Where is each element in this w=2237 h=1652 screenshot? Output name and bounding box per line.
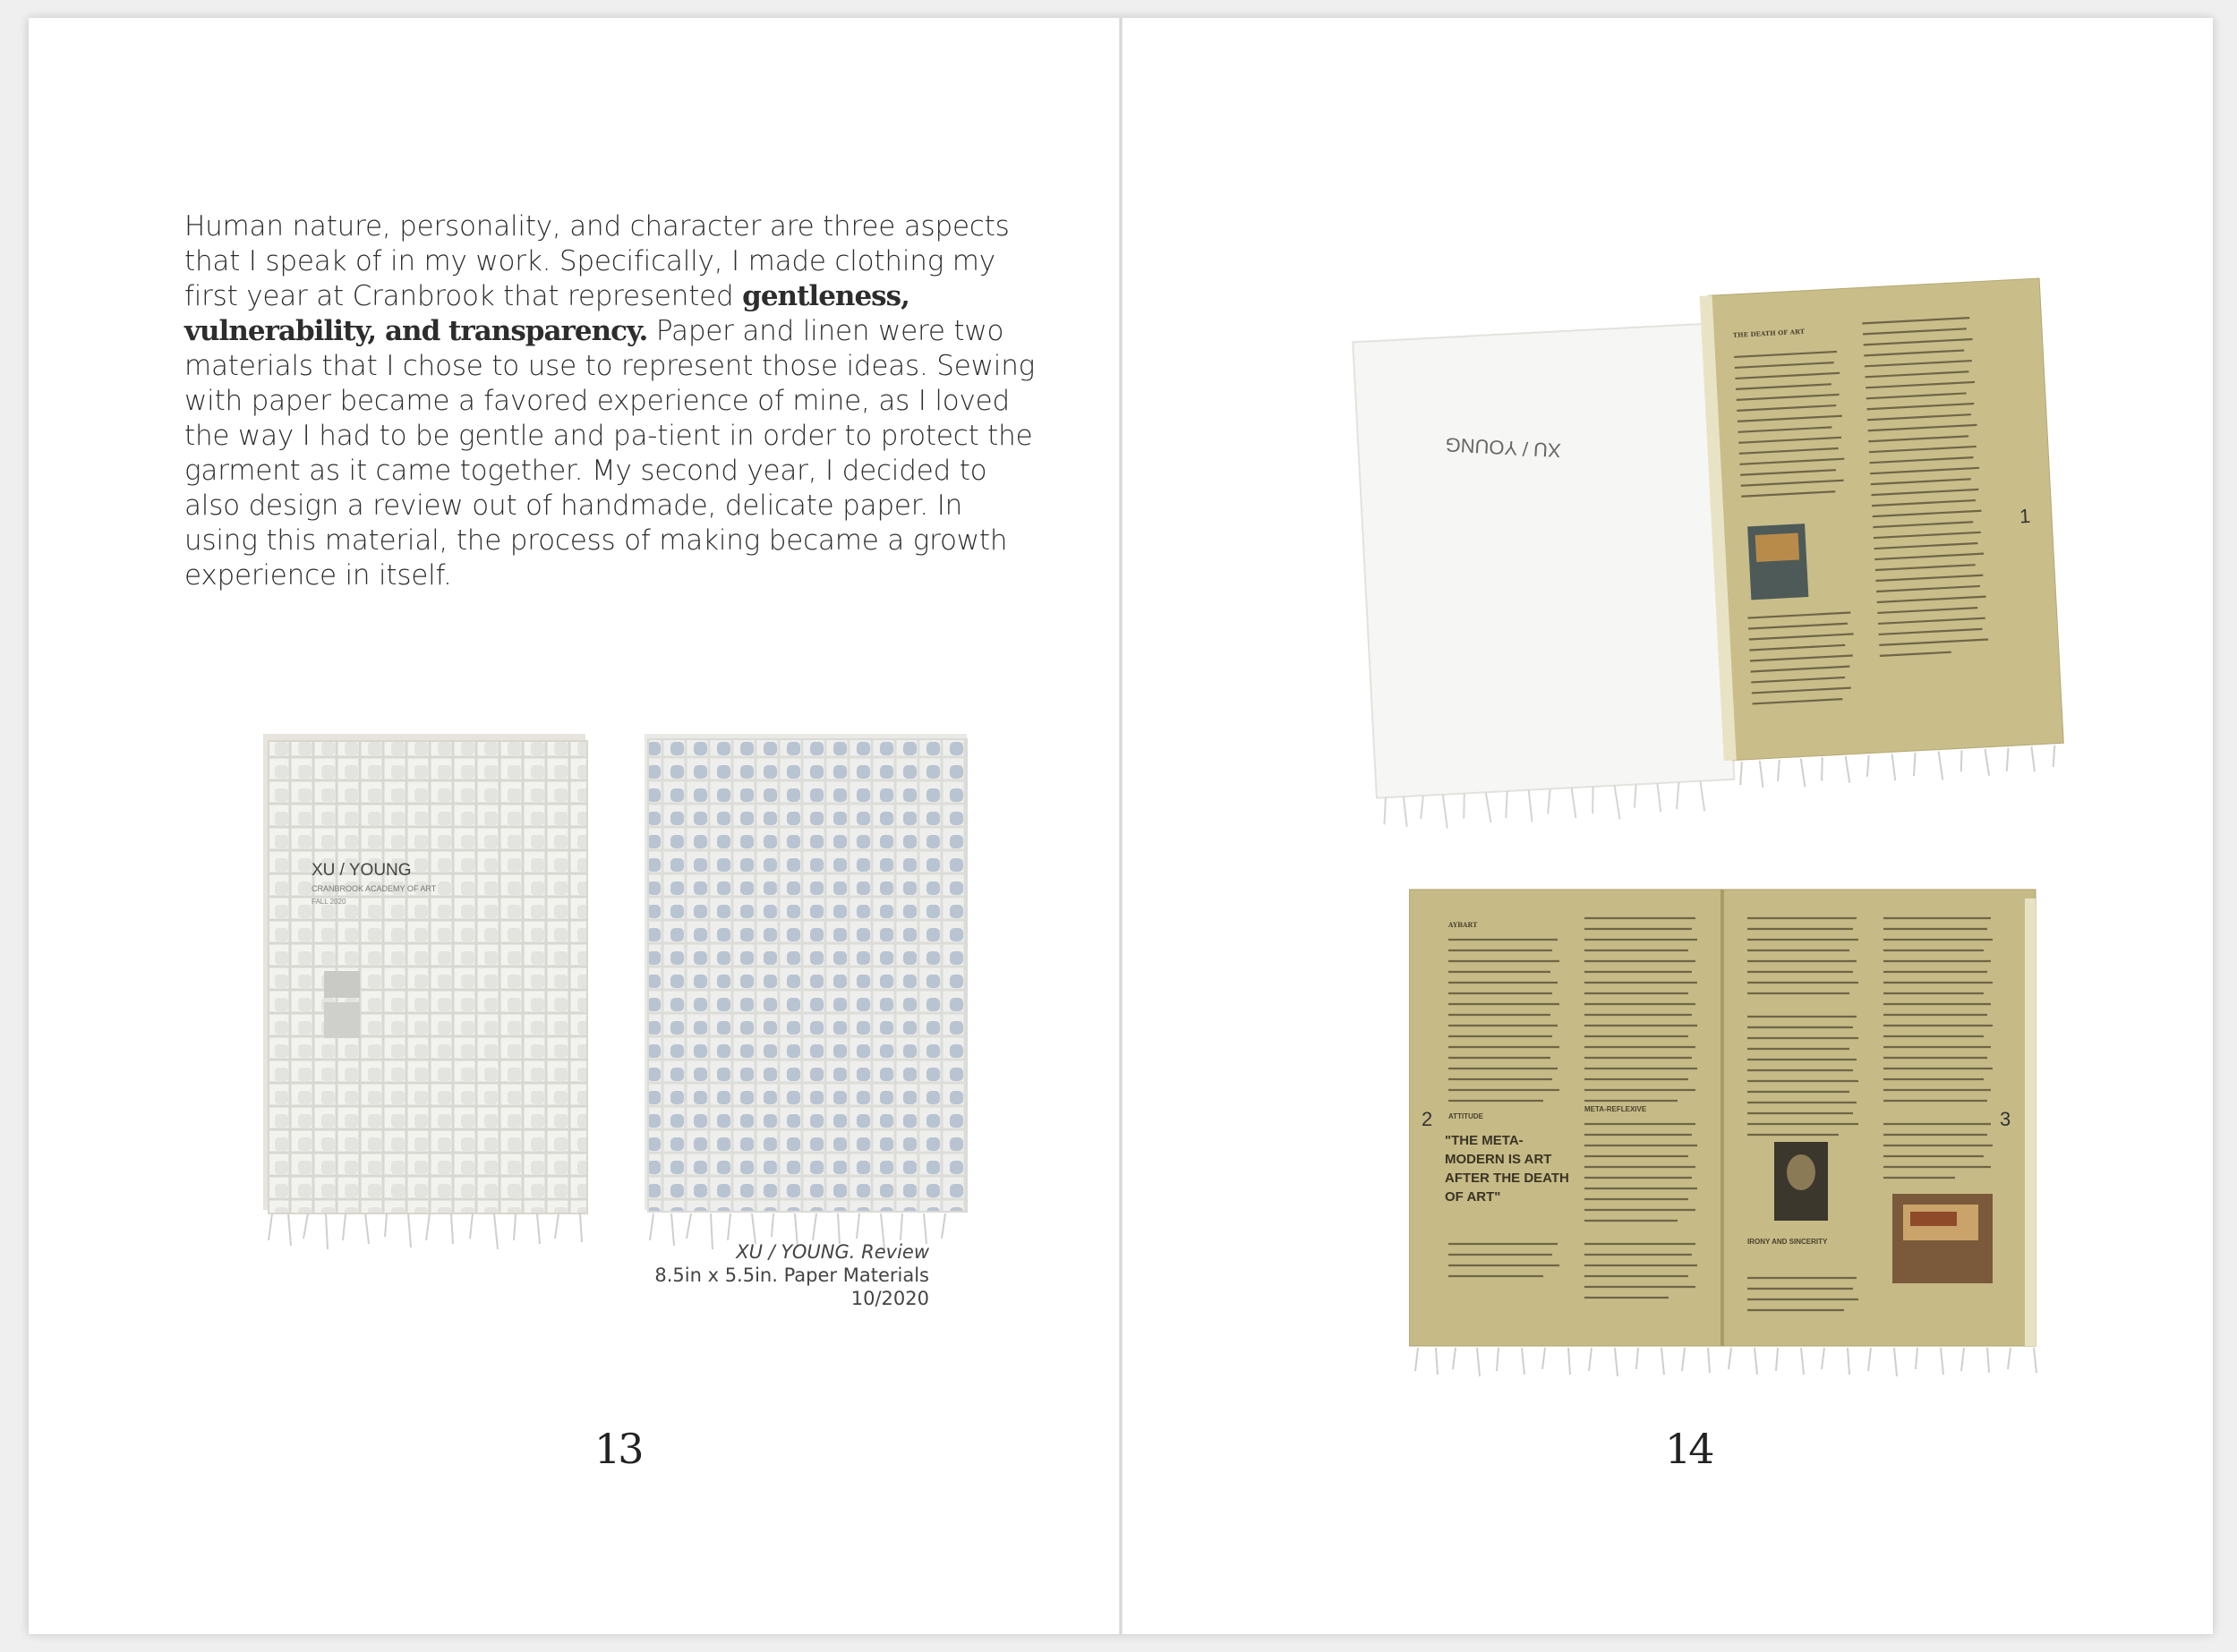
essay-text-end: Paper and linen were two materials that I chose to use to represent those ideas. Sewing with paper became a favored experience of mine, as I loved the way I had to be gentle and pa-tient in order to protect the garment as it came together. My second year, I decided to also design a review out of handmade, delicate paper. In using this material, the process of making became a growth experience in itself. — [184, 315, 1036, 592]
review-spread-pages — [1409, 890, 2036, 1376]
open-page-number: 1 — [2019, 504, 2031, 528]
review-spread-photo — [1409, 868, 2071, 1387]
mirrored-cover-title: XU / YOUNG — [1444, 433, 1562, 462]
page-number-right: 14 — [1665, 1425, 1712, 1473]
book-spread — [29, 18, 2213, 1634]
caption-date: 10/2020 — [850, 1288, 929, 1309]
cover-date: FALL 2020 — [312, 898, 346, 906]
essay-text-start: Human nature, personality, and character are three aspects that I speak of in my work. Specifically, I made clothing my first year at Cranbrook that represented — [184, 210, 1010, 312]
pull-quote: "THE META-MODERN IS ART AFTER THE DEATH OF ART" — [1445, 1133, 1569, 1205]
spread-subhead-1: ATTITUDE — [1448, 1112, 1483, 1120]
page-number-left: 13 — [594, 1425, 642, 1473]
spread-right-page-number: 3 — [2000, 1108, 2011, 1130]
caption-dimensions: 8.5in x 5.5in. Paper Materials — [654, 1265, 929, 1286]
review-page-1 — [1700, 278, 2065, 791]
spread-left-page-number: 2 — [1422, 1108, 1433, 1130]
caption-title: XU / YOUNG. Review — [736, 1241, 929, 1263]
page-13 — [29, 18, 1119, 1634]
spread-subhead-2: META-REFLEXIVE — [1584, 1105, 1647, 1113]
open-cover-flap — [1353, 323, 1734, 797]
review-cover-front — [263, 734, 587, 1249]
paper-review-photo — [226, 716, 1013, 1271]
open-page-heading: THE DEATH OF ART — [1732, 327, 1806, 339]
photo-caption — [654, 1240, 929, 1310]
review-open-photo — [1337, 260, 2080, 850]
review-cover-back — [645, 734, 967, 1249]
cover-title: XU / YOUNG — [312, 861, 412, 880]
essay-emphasis: gentleness, vulnerability, and transparency. — [184, 280, 909, 347]
spread-heading: AYBART — [1448, 921, 1478, 929]
spread-subhead-3: IRONY AND SINCERITY — [1747, 1238, 1828, 1246]
pull-quote-box — [1445, 1131, 1570, 1230]
essay-paragraph — [184, 209, 1044, 593]
page-14 — [1123, 18, 2213, 1634]
cover-subtitle: CRANBROOK ACADEMY OF ART — [312, 884, 437, 893]
